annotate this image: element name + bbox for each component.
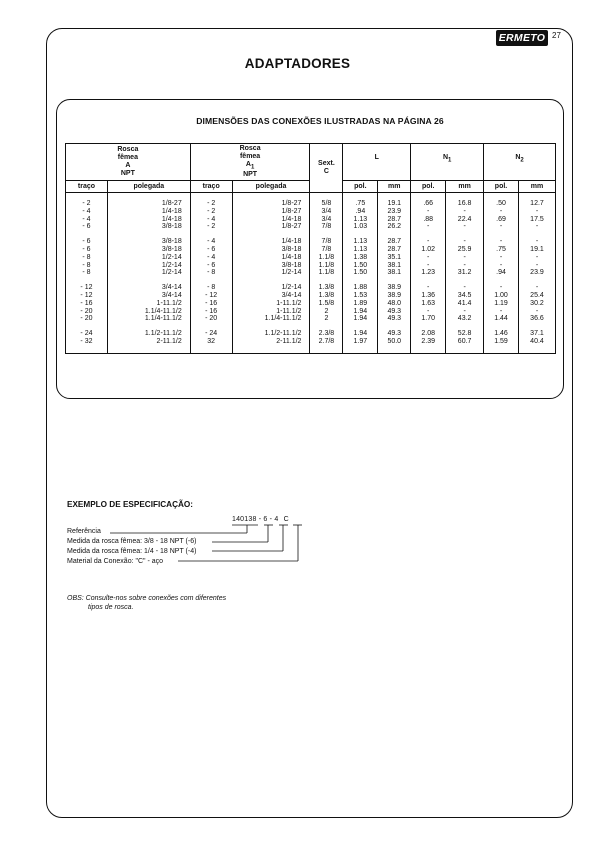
cell-l-pol: 1.50 (343, 269, 378, 277)
cell-n2-pol: .94 (484, 269, 519, 277)
cell-n1-mm: - (446, 208, 484, 216)
row-spacer (66, 231, 556, 238)
cell-l-pol: 1.89 (343, 300, 378, 308)
table-row (66, 300, 556, 308)
header-rosca-a: Rosca fêmea A NPT (66, 144, 191, 181)
cell-traco-a: - 2 (66, 200, 108, 208)
cell-hex-c: 1.1/8 (310, 269, 343, 277)
cell-l-mm: 38.9 (378, 292, 411, 300)
cell-n1-pol: 1.02 (411, 246, 446, 254)
cell-l-pol: 1.13 (343, 246, 378, 254)
cell-n2-pol: .75 (484, 246, 519, 254)
cell-l-mm: 28.7 (378, 216, 411, 224)
cell-n1-mm: 60.7 (446, 338, 484, 346)
cell-thread-a: 1/4-18 (107, 216, 190, 224)
cell-l-mm: 35.1 (378, 254, 411, 262)
cell-n2-pol: - (484, 284, 519, 292)
table-row (66, 292, 556, 300)
table-row (66, 254, 556, 262)
cell-traco-a: - 16 (66, 300, 108, 308)
cell-l-pol: 1.88 (343, 284, 378, 292)
cell-hex-c: 2 (310, 308, 343, 316)
cell-n1-mm: - (446, 308, 484, 316)
header-l-pol: pol. (343, 181, 378, 193)
cell-l-pol: 1.03 (343, 223, 378, 231)
cell-n2-mm: - (518, 238, 555, 246)
header-n1: $N_1$ (411, 144, 484, 181)
cell-traco-a1: - 16 (190, 308, 232, 316)
cell-n2-mm: 37.1 (518, 330, 555, 338)
row-spacer (66, 346, 556, 354)
header-n2-mm: mm (518, 181, 555, 193)
cell-n2-pol: - (484, 254, 519, 262)
cell-thread-a1: 1/2-14 (232, 284, 310, 292)
cell-n2-pol: - (484, 208, 519, 216)
table-row (66, 315, 556, 323)
cell-l-pol: 1.50 (343, 262, 378, 270)
cell-l-mm: 38.1 (378, 269, 411, 277)
cell-n1-pol: .66 (411, 200, 446, 208)
cell-n1-mm: - (446, 254, 484, 262)
header-l: L (343, 144, 411, 181)
cell-traco-a1: - 4 (190, 216, 232, 224)
code-dash: - (269, 516, 273, 523)
cell-n2-pol: - (484, 223, 519, 231)
cell-traco-a: - 20 (66, 308, 108, 316)
cell-traco-a1: - 2 (190, 200, 232, 208)
cell-hex-c: 1.5/8 (310, 300, 343, 308)
obs-note: OBS: Consulte-nos sobre conexões com diferentes (67, 595, 227, 602)
cell-l-pol: 1.38 (343, 254, 378, 262)
cell-thread-a1: 1-11.1/2 (232, 308, 310, 316)
cell-traco-a: - 20 (66, 315, 108, 323)
header-l-mm: mm (378, 181, 411, 193)
cell-thread-a: 3/4-14 (107, 292, 190, 300)
cell-thread-a: 3/8-18 (107, 238, 190, 246)
cell-traco-a: - 6 (66, 246, 108, 254)
cell-l-pol: 1.94 (343, 315, 378, 323)
cell-l-mm: 48.0 (378, 300, 411, 308)
cell-n2-pol: .50 (484, 200, 519, 208)
table-body (66, 193, 556, 354)
cell-thread-a1: 1/4-18 (232, 216, 310, 224)
cell-n1-pol: 1.70 (411, 315, 446, 323)
cell-n2-pol: - (484, 238, 519, 246)
cell-l-mm: 28.7 (378, 238, 411, 246)
example-line-size-a: Medida da rosca fêmea: 3/8 - 18 NPT (-6) (67, 538, 197, 545)
cell-n1-pol: .88 (411, 216, 446, 224)
cell-n2-mm: - (518, 223, 555, 231)
cell-n2-mm: 23.9 (518, 269, 555, 277)
table-row (66, 262, 556, 270)
cell-thread-a1: 1/8-27 (232, 223, 310, 231)
table-row (66, 246, 556, 254)
cell-hex-c: 2.3/8 (310, 330, 343, 338)
cell-traco-a1: - 6 (190, 262, 232, 270)
cell-n1-mm: 22.4 (446, 216, 484, 224)
cell-n1-mm: 16.8 (446, 200, 484, 208)
cell-thread-a1: 1.1/4-11.1/2 (232, 315, 310, 323)
cell-n2-mm: - (518, 284, 555, 292)
cell-n1-pol: - (411, 308, 446, 316)
dimensions-table (65, 143, 556, 354)
cell-n2-mm: 30.2 (518, 300, 555, 308)
cell-hex-c: 7/8 (310, 238, 343, 246)
cell-traco-a: - 4 (66, 216, 108, 224)
cell-hex-c: 2 (310, 315, 343, 323)
cell-l-pol: .94 (343, 208, 378, 216)
cell-thread-a: 1.1/2-11.1/2 (107, 330, 190, 338)
cell-l-mm: 50.0 (378, 338, 411, 346)
code-size-a1: 4 (274, 516, 279, 523)
cell-traco-a: - 32 (66, 338, 108, 346)
cell-traco-a1: 32 (190, 338, 232, 346)
cell-traco-a1: - 2 (190, 208, 232, 216)
table-row (66, 308, 556, 316)
cell-l-pol: 1.94 (343, 308, 378, 316)
cell-n1-mm: 25.9 (446, 246, 484, 254)
code-reference: 140138 (232, 516, 257, 523)
header-polegada: polegada (107, 181, 190, 193)
cell-thread-a1: 1/4-18 (232, 254, 310, 262)
cell-traco-a1: - 12 (190, 292, 232, 300)
cell-thread-a: 1/2-14 (107, 262, 190, 270)
cell-thread-a: 1.1/4-11.1/2 (107, 308, 190, 316)
cell-thread-a1: 1/2-14 (232, 269, 310, 277)
cell-n2-pol: 1.44 (484, 315, 519, 323)
cell-hex-c: 7/8 (310, 246, 343, 254)
cell-thread-a: 3/4-14 (107, 284, 190, 292)
ermeto-logo: ERMETO (496, 30, 548, 46)
cell-traco-a1: - 8 (190, 284, 232, 292)
cell-n2-pol: .69 (484, 216, 519, 224)
cell-thread-a: 1.1/4-11.1/2 (107, 315, 190, 323)
table-row (66, 208, 556, 216)
cell-l-mm: 26.2 (378, 223, 411, 231)
cell-l-pol: 1.13 (343, 238, 378, 246)
cell-traco-a1: - 24 (190, 330, 232, 338)
cell-n1-mm: - (446, 223, 484, 231)
cell-hex-c: 3/4 (310, 216, 343, 224)
cell-l-pol: 1.53 (343, 292, 378, 300)
cell-thread-a1: 1/8-27 (232, 200, 310, 208)
header-n2: $N_2$ (484, 144, 556, 181)
cell-n2-pol: - (484, 308, 519, 316)
cell-traco-a: - 4 (66, 208, 108, 216)
cell-traco-a: - 8 (66, 262, 108, 270)
cell-n1-pol: - (411, 262, 446, 270)
cell-thread-a1: 1/8-27 (232, 208, 310, 216)
cell-l-mm: 49.3 (378, 315, 411, 323)
row-spacer (66, 323, 556, 330)
cell-n2-mm: - (518, 308, 555, 316)
cell-thread-a: 1-11.1/2 (107, 300, 190, 308)
table-row (66, 238, 556, 246)
cell-hex-c: 2.7/8 (310, 338, 343, 346)
table-row (66, 284, 556, 292)
cell-traco-a1: - 16 (190, 300, 232, 308)
cell-n2-mm: 40.4 (518, 338, 555, 346)
cell-traco-a: - 6 (66, 238, 108, 246)
page-title: ADAPTADORES (244, 56, 351, 71)
cell-l-pol: 1.97 (343, 338, 378, 346)
cell-n1-pol: - (411, 284, 446, 292)
cell-n2-mm: 12.7 (518, 200, 555, 208)
code-dash: - (258, 516, 262, 523)
cell-traco-a1: - 6 (190, 246, 232, 254)
table-row (66, 269, 556, 277)
cell-hex-c: 1.1/8 (310, 262, 343, 270)
code-material: C (283, 516, 289, 523)
code-size-a: 6 (263, 516, 268, 523)
cell-n1-pol: 1.23 (411, 269, 446, 277)
cell-n2-mm: 25.4 (518, 292, 555, 300)
table-row (66, 338, 556, 346)
cell-n2-mm: 19.1 (518, 246, 555, 254)
cell-n1-mm: - (446, 262, 484, 270)
cell-n1-pol: 2.39 (411, 338, 446, 346)
cell-n1-mm: 34.5 (446, 292, 484, 300)
cell-l-mm: 49.3 (378, 330, 411, 338)
cell-n1-pol: - (411, 254, 446, 262)
cell-n1-pol: 1.63 (411, 300, 446, 308)
cell-traco-a: - 8 (66, 269, 108, 277)
cell-hex-c: 5/8 (310, 200, 343, 208)
cell-l-pol: .75 (343, 200, 378, 208)
cell-traco-a1: - 4 (190, 254, 232, 262)
cell-traco-a1: - 20 (190, 315, 232, 323)
header-polegada-a1: polegada (232, 181, 310, 193)
cell-traco-a1: - 8 (190, 269, 232, 277)
cell-thread-a1: 3/8-18 (232, 246, 310, 254)
table-subtitle: DIMENSÕES DAS CONEXÕES ILUSTRADAS NA PÁGINA 26 (196, 116, 444, 126)
cell-n1-mm: 43.2 (446, 315, 484, 323)
header-traco: traço (66, 181, 108, 193)
cell-thread-a: 3/8-18 (107, 223, 190, 231)
cell-thread-a1: 1/4-18 (232, 238, 310, 246)
cell-l-mm: 38.9 (378, 284, 411, 292)
cell-hex-c: 3/4 (310, 208, 343, 216)
cell-n1-mm: - (446, 238, 484, 246)
cell-l-mm: 19.1 (378, 200, 411, 208)
cell-thread-a: 1/2-14 (107, 254, 190, 262)
cell-n2-pol: 1.46 (484, 330, 519, 338)
cell-thread-a: 2-11.1/2 (107, 338, 190, 346)
cell-thread-a1: 2-11.1/2 (232, 338, 310, 346)
cell-thread-a1: 3/4-14 (232, 292, 310, 300)
example-title: EXEMPLO DE ESPECIFICAÇÃO: (67, 500, 194, 509)
cell-traco-a: - 24 (66, 330, 108, 338)
cell-n1-mm: 52.8 (446, 330, 484, 338)
cell-n2-pol: - (484, 262, 519, 270)
cell-traco-a1: - 4 (190, 238, 232, 246)
header-sext-c: Sext. C (310, 144, 343, 193)
cell-n2-pol: 1.59 (484, 338, 519, 346)
cell-l-mm: 28.7 (378, 246, 411, 254)
table-row (66, 216, 556, 224)
cell-hex-c: 1.3/8 (310, 284, 343, 292)
header-n2-pol: pol. (484, 181, 519, 193)
header-n1-mm: mm (446, 181, 484, 193)
table-row (66, 223, 556, 231)
table-row (66, 200, 556, 208)
cell-n1-pol: 2.08 (411, 330, 446, 338)
cell-n1-mm: 41.4 (446, 300, 484, 308)
obs-note-cont: tipos de rosca. (88, 604, 134, 611)
cell-n2-mm: 17.5 (518, 216, 555, 224)
example-code (232, 516, 289, 523)
example-line-size-a1: Medida da rosca fêmea: 1/4 - 18 NPT (-4) (67, 548, 197, 555)
cell-thread-a1: 1-11.1/2 (232, 300, 310, 308)
cell-hex-c: 1.3/8 (310, 292, 343, 300)
cell-n2-mm: - (518, 208, 555, 216)
cell-l-pol: 1.13 (343, 216, 378, 224)
cell-traco-a1: - 2 (190, 223, 232, 231)
header-traco-a1: traço (190, 181, 232, 193)
page-number: 27 (552, 31, 561, 40)
cell-l-pol: 1.94 (343, 330, 378, 338)
example-line-reference: Referência (67, 528, 101, 535)
cell-thread-a: 3/8-18 (107, 246, 190, 254)
cell-n1-mm: 31.2 (446, 269, 484, 277)
cell-n1-pol: - (411, 238, 446, 246)
example-line-material: Material da Conexão: "C" - aço (67, 558, 164, 565)
cell-traco-a: - 12 (66, 284, 108, 292)
cell-n1-pol: - (411, 208, 446, 216)
header-n1-pol: pol. (411, 181, 446, 193)
cell-hex-c: 7/8 (310, 223, 343, 231)
cell-thread-a: 1/2-14 (107, 269, 190, 277)
cell-traco-a: - 8 (66, 254, 108, 262)
cell-traco-a: - 6 (66, 223, 108, 231)
cell-l-mm: 49.3 (378, 308, 411, 316)
cell-thread-a: 1/4-18 (107, 208, 190, 216)
cell-n2-mm: - (518, 254, 555, 262)
cell-hex-c: 1.1/8 (310, 254, 343, 262)
cell-n2-mm: 36.6 (518, 315, 555, 323)
cell-n1-mm: - (446, 284, 484, 292)
row-spacer (66, 277, 556, 284)
table-row (66, 330, 556, 338)
cell-thread-a: 1/8-27 (107, 200, 190, 208)
header-rosca-a1: Rosca fêmea $A_1$ NPT (190, 144, 310, 181)
cell-thread-a1: 1.1/2-11.1/2 (232, 330, 310, 338)
cell-l-mm: 38.1 (378, 262, 411, 270)
cell-n2-mm: - (518, 262, 555, 270)
cell-thread-a1: 3/8-18 (232, 262, 310, 270)
cell-traco-a: - 12 (66, 292, 108, 300)
cell-n1-pol: - (411, 223, 446, 231)
cell-n2-pol: 1.19 (484, 300, 519, 308)
cell-n2-pol: 1.00 (484, 292, 519, 300)
cell-l-mm: 23.9 (378, 208, 411, 216)
cell-n1-pol: 1.36 (411, 292, 446, 300)
row-spacer (66, 193, 556, 201)
